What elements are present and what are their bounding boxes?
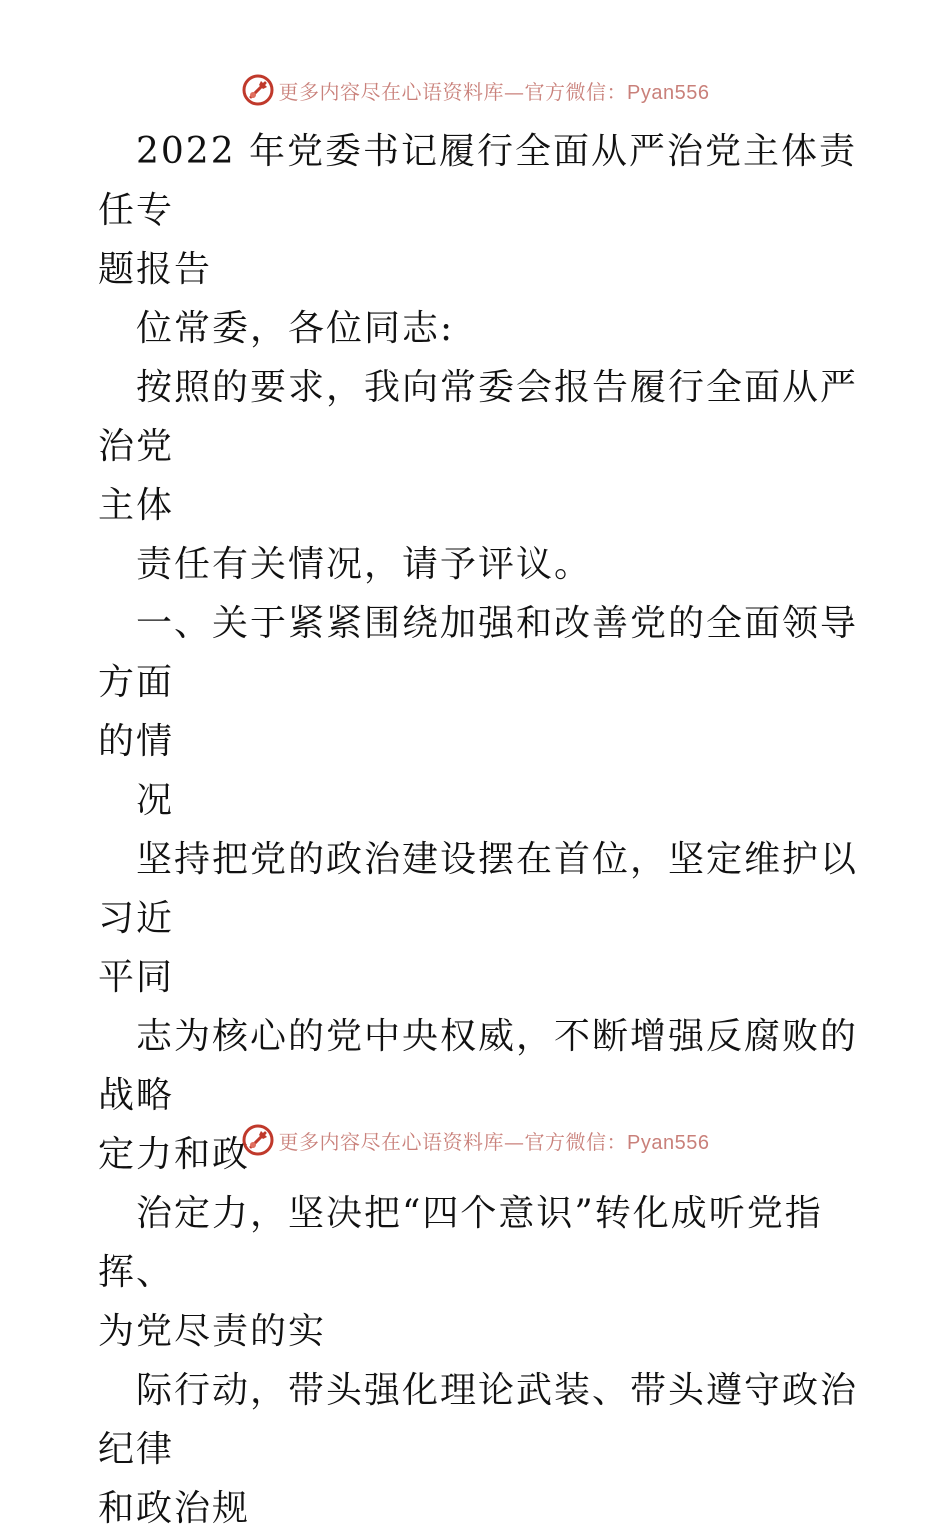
footer-watermark <box>0 1120 950 1160</box>
text-line: 主体 <box>98 485 175 526</box>
text-line: 责任有关情况，请予评议。 <box>136 544 593 585</box>
document-body <box>98 122 858 1538</box>
text-line: 况 <box>136 780 175 821</box>
text-line: 的情 <box>98 721 175 762</box>
text-line: 平同 <box>98 957 175 998</box>
logo-icon <box>241 73 275 107</box>
text-line: 题报告 <box>98 249 213 290</box>
text-line: 2022 年党委书记履行全面从严治党主体责任专 <box>98 131 858 231</box>
text-line: 为党尽责的实 <box>98 1311 327 1352</box>
text-line: 一、关于紧紧围绕加强和改善党的全面领导方面 <box>98 603 859 703</box>
logo-icon <box>241 1123 275 1157</box>
text-line: 际行动，带头强化理论武装、带头遵守政治纪律 <box>98 1370 859 1470</box>
header-watermark <box>0 70 950 110</box>
watermark-handle: Pyan556 <box>627 81 710 104</box>
watermark-handle: Pyan556 <box>627 1131 710 1154</box>
text-line: 按照的要求，我向常委会报告履行全面从严治党 <box>98 367 859 467</box>
text-line: 治定力，坚决把“四个意识”转化成听党指挥、 <box>98 1193 823 1293</box>
text-line: 志为核心的党中央权威，不断增强反腐败的战略 <box>98 1016 859 1116</box>
text-line: 和政治规 <box>98 1488 251 1529</box>
watermark-text: 更多内容尽在心语资料库—官方微信：Pyan556 <box>278 79 710 104</box>
text-line: 坚持把党的政治建设摆在首位，坚定维护以习近 <box>98 839 859 939</box>
watermark-text: 更多内容尽在心语资料库—官方微信：Pyan556 <box>278 1129 710 1154</box>
text-line: 定力和政 <box>98 1134 251 1175</box>
text-line: 位常委，各位同志: <box>136 308 455 349</box>
